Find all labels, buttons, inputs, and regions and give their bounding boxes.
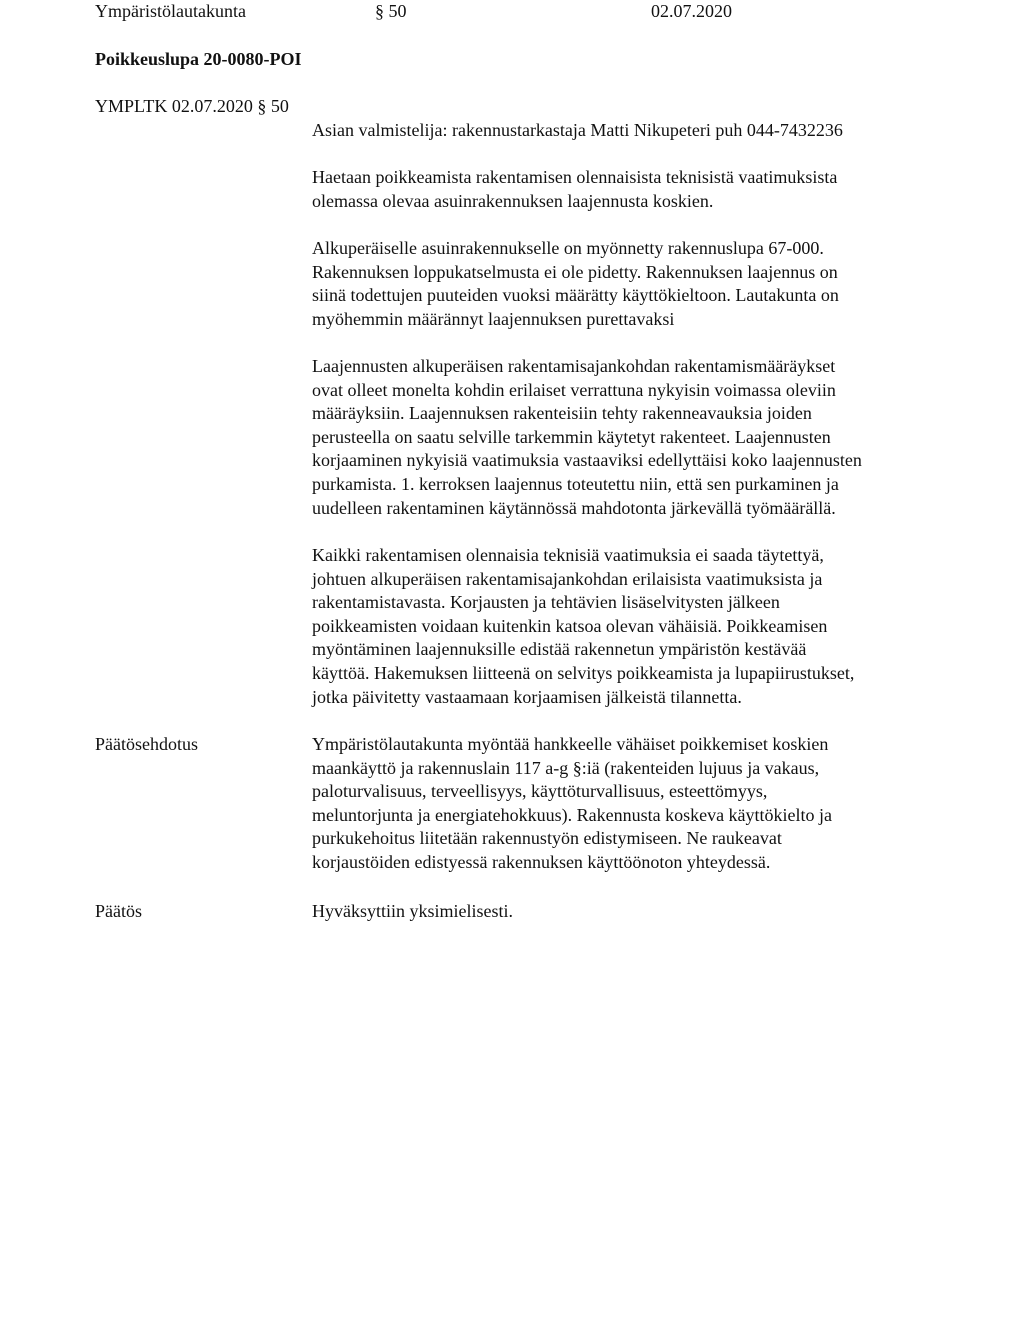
paragraph-2 — [312, 237, 839, 331]
paragraph-line: siinä todettujen puuteiden vuoksi määrätty käyttökieltoon. Lautakunta on — [312, 285, 839, 306]
committee-name: Ympäristölautakunta — [95, 1, 246, 21]
proposal-line: meluntorjunta ja energiatehokkuus). Rakennusta koskeva käyttökielto ja — [312, 804, 833, 825]
proposal-line: korjaustöiden edistyessä rakennuksen käyttöönoton yhteydessä. — [312, 851, 771, 872]
proposal-line: purkukehoitus liitetään rakennustyön edistymiseen. Ne raukeavat — [312, 828, 782, 849]
section-number: § 50 — [375, 1, 407, 21]
paragraph-line: uudelleen rakentaminen käytännössä mahdotonta järkevällä työmäärällä. — [312, 497, 836, 518]
paragraph-line: käyttöä. Hakemuksen liitteenä on selvitys poikkeamista ja lupapiirustukset, — [312, 662, 855, 683]
paragraph-line: Alkuperäiselle asuinrakennukselle on myönnetty rakennuslupa 67-000. — [312, 238, 824, 258]
paragraph-line: määräyksiin. Laajennuksen rakenteisiin tehty rakenneavauksia joiden — [312, 403, 812, 424]
paragraph-line: ovat olleet monelta kohdin erilaiset verrattuna nykyisin voimassa oleviin — [312, 379, 836, 400]
proposal-line: paloturvalisuus, terveellisyys, käyttöturvallisuus, esteettömyys, — [312, 781, 768, 802]
paragraph-line: Laajennusten alkuperäisen rakentamisajankohdan rakentamismääräykset — [312, 356, 836, 376]
paragraph-line: myöntäminen laajennuksille edistää rakennetun ympäristön kestävää — [312, 639, 807, 660]
meeting-reference: YMPLTK 02.07.2020 § 50 — [95, 96, 289, 116]
paragraph-line: Haetaan poikkeamista rakentamisen olennaisista teknisistä vaatimuksista — [312, 167, 838, 187]
paragraph-line: poikkeamisten voidaan kuitenkin katsoa olevan vähäisiä. Poikkeamisen — [312, 615, 828, 636]
paragraph-3 — [312, 355, 862, 520]
preparer-info: Asian valmistelija: rakennustarkastaja Matti Nikupeteri puh 044-7432236 — [312, 120, 843, 140]
paragraph-line: johtuen alkuperäisen rakentamisajankohdan erilaisista vaatimuksista ja — [312, 568, 823, 589]
meeting-date: 02.07.2020 — [651, 1, 732, 21]
paragraph-line: purkamista. 1. kerroksen laajennus toteutettu niin, että sen purkaminen ja — [312, 473, 839, 494]
decision-label: Päätös — [95, 901, 142, 921]
proposal-text — [312, 733, 952, 875]
paragraph-line: Rakennuksen loppukatselmusta ei ole pidetty. Rakennuksen laajennus on — [312, 261, 838, 282]
proposal-line: Ympäristölautakunta myöntää hankkeelle vähäiset poikkemiset koskien — [312, 734, 829, 754]
paragraph-line: Kaikki rakentamisen olennaisia teknisiä vaatimuksia ei saada täytettyä, — [312, 545, 824, 565]
paragraph-4 — [312, 544, 854, 709]
paragraph-line: perusteella on saatu selville tarkemmin käytetyt rakenteet. Laajennusten — [312, 426, 831, 447]
paragraph-line: korjaaminen nykyisiä vaatimuksia vastaaviksi edellyttäisi koko laajennusten — [312, 450, 862, 471]
proposal-label: Päätösehdotus — [95, 734, 198, 754]
paragraph-line: rakentamistavasta. Korjausten ja tehtävien lisäselvitysten jälkeen — [312, 592, 780, 613]
paragraph-line: olemassa olevaa asuinrakennuksen laajennusta koskien. — [312, 190, 714, 211]
document-title: Poikkeuslupa 20-0080-POI — [95, 49, 302, 69]
paragraph-line: jotka päivitetty vastaamaan korjaamisen jälkeistä tilannetta. — [312, 686, 742, 707]
decision-text: Hyväksyttiin yksimielisesti. — [312, 901, 513, 921]
proposal-line: maankäyttö ja rakennuslain 117 a-g §:iä (rakenteiden lujuus ja vakaus, — [312, 757, 820, 778]
paragraph-line: myöhemmin määrännyt laajennuksen purettavaksi — [312, 308, 675, 329]
paragraph-1 — [312, 166, 837, 213]
